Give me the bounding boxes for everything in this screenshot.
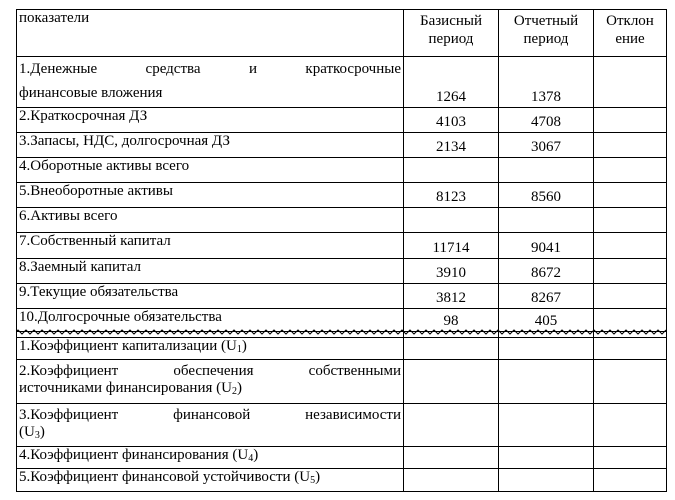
row-label: 5.Внеоборотные активы: [17, 183, 404, 208]
row-label: 2.Краткосрочная ДЗ: [17, 108, 404, 133]
cell-base: 2134: [404, 133, 499, 158]
cell-deviation: [594, 57, 667, 108]
table-row: [17, 133, 667, 158]
cell-report: [499, 158, 594, 183]
table-row: [17, 233, 667, 259]
cell-report: 8672: [499, 259, 594, 284]
cell-report: 3067: [499, 133, 594, 158]
row-label: 10.Долгосрочные обязательства: [17, 309, 404, 332]
cell-deviation: [594, 259, 667, 284]
cell-deviation: [594, 404, 667, 447]
cell-report: [499, 447, 594, 469]
table-row: [17, 338, 667, 360]
table-break-line: [16, 329, 666, 335]
table-row: [17, 469, 667, 492]
cell-deviation: [594, 208, 667, 233]
cell-deviation: [594, 360, 667, 404]
cell-report: 4708: [499, 108, 594, 133]
cell-base: [404, 360, 499, 404]
coef-label: 5.Коэффициент финансовой устойчивости $(U_5)$: [17, 469, 404, 492]
cell-report: 8560: [499, 183, 594, 208]
cell-report: 8267: [499, 284, 594, 309]
indicators-table: [16, 9, 667, 492]
table-row: [17, 360, 667, 404]
cell-deviation: [594, 108, 667, 133]
row-label: 7.Собственный капитал: [17, 233, 404, 259]
break-zigzag: [16, 330, 666, 334]
table-row: [17, 158, 667, 183]
cell-deviation: [594, 233, 667, 259]
header-base-period: Базисный период: [404, 10, 499, 57]
cell-report: [499, 469, 594, 492]
header-indicator: показатели: [17, 10, 404, 57]
cell-base: 4103: [404, 108, 499, 133]
cell-deviation: [594, 469, 667, 492]
cell-deviation: [594, 158, 667, 183]
coef-label: 3.Коэффициент финансовой независимости $(U_3)$: [17, 404, 404, 447]
cell-report: 405: [499, 309, 594, 332]
row-label: 9.Текущие обязательства: [17, 284, 404, 309]
cell-report: [499, 338, 594, 360]
cell-report: [499, 360, 594, 404]
cell-report: 9041: [499, 233, 594, 259]
cell-base: [404, 404, 499, 447]
cell-deviation: [594, 284, 667, 309]
table-row: [17, 284, 667, 309]
coef-label: 2.Коэффициент обеспечения собственными источниками финансирования $(U_2)$: [17, 360, 404, 404]
coef-label: 1.Коэффициент капитализации $(U_1)$: [17, 338, 404, 360]
cell-base: [404, 469, 499, 492]
cell-deviation: [594, 183, 667, 208]
header-report-period: Отчетный период: [499, 10, 594, 57]
cell-base: [404, 158, 499, 183]
cell-deviation: [594, 133, 667, 158]
cell-base: 8123: [404, 183, 499, 208]
header-row: [17, 10, 667, 57]
table-row: [17, 57, 667, 108]
row-label: 1.Денежные средства и краткосрочные финансовые вложения: [17, 57, 404, 108]
table-row: [17, 447, 667, 469]
cell-report: [499, 404, 594, 447]
row-label: 4.Оборотные активы всего: [17, 158, 404, 183]
cell-deviation: [594, 338, 667, 360]
coef-label: 4.Коэффициент финансирования $(U_4)$: [17, 447, 404, 469]
table-row: [17, 183, 667, 208]
cell-base: 11714: [404, 233, 499, 259]
table-row: [17, 404, 667, 447]
cell-base: [404, 208, 499, 233]
row-label: 3.Запасы, НДС, долгосрочная ДЗ: [17, 133, 404, 158]
header-deviation: Отклон ение: [594, 10, 667, 57]
cell-base: 3812: [404, 284, 499, 309]
cell-base: 1264: [404, 57, 499, 108]
cell-report: [499, 208, 594, 233]
table-row: [17, 208, 667, 233]
cell-deviation: [594, 447, 667, 469]
cell-base: [404, 447, 499, 469]
table-row: [17, 108, 667, 133]
cell-base: [404, 338, 499, 360]
table-row: [17, 259, 667, 284]
cell-report: 1378: [499, 57, 594, 108]
row-label: 8.Заемный капитал: [17, 259, 404, 284]
cell-base: 98: [404, 309, 499, 332]
cell-base: 3910: [404, 259, 499, 284]
row-label: 6.Активы всего: [17, 208, 404, 233]
